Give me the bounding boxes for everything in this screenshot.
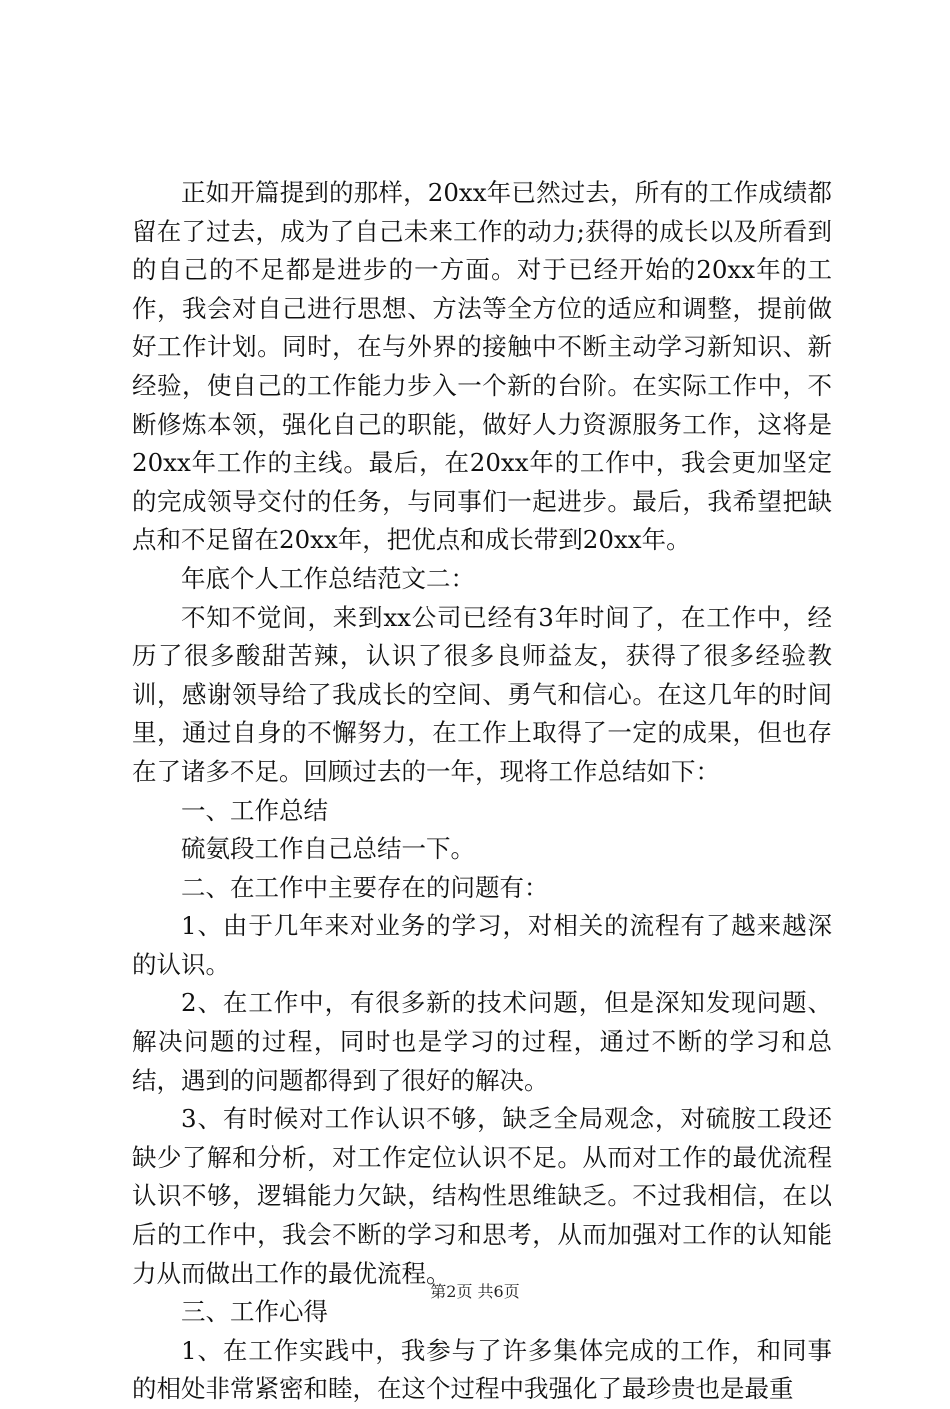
section-heading-sample-two: 年底个人工作总结范文二： <box>181 563 475 593</box>
page-footer: 第2页 共6页 <box>430 1282 520 1301</box>
list-item-problem-2: 2、在工作中，有很多新的技术问题，但是深知发现问题、解决问题的过程，同时也是学习的过程，通过不断的学习和总结，遇到的问题都得到了很好的解决。 <box>132 988 832 1095</box>
document-body <box>132 174 832 1409</box>
heading-problems: 二、在工作中主要存在的问题有： <box>181 872 549 902</box>
list-item-problem-1: 1、由于几年来对业务的学习，对相关的流程有了越来越深的认识。 <box>132 911 832 979</box>
list-item-experience-1: 1、在工作实践中，我参与了许多集体完成的工作，和同事的相处非常紧密和睦，在这个过程中我强化了最珍贵也是最重 <box>132 1335 832 1404</box>
heading-experience: 三、工作心得 <box>181 1297 328 1327</box>
paragraph-summary-line: 硫氨段工作自己总结一下。 <box>181 834 475 864</box>
heading-work-summary: 一、工作总结 <box>181 795 328 825</box>
paragraph-closing-summary: 正如开篇提到的那样，20xx年已然过去，所有的工作成绩都留在了过去，成为了自己未来工作的动力;获得的成长以及所看到的自己的不足都是进步的一方面。对于已经开始的20xx年的工作，我会对自己进行思想、方法等全方位的适应和调整，提前做好工作计划。同时，在与外界的接触中不断主动学习新知识、新经验，使自己的工作能力步入一个新的台阶。在实际工作中，不断修炼本领，强化自己的职能，做好人力资源服务工作，这将是20xx年工作的主线。最后，在20xx年的工作中，我会更加坚定的完成领导交付的任务，与同事们一起进步。最后，我希望把缺点和不足留在20xx年，把优点和成长带到20xx年。 <box>132 178 832 555</box>
list-item-problem-3: 3、有时候对工作认识不够，缺乏全局观念，对硫胺工段还缺少了解和分析，对工作定位认识不足。从而对工作的最优流程认识不够，逻辑能力欠缺，结构性思维缺乏。不过我相信，在以后的工作中，我会不断的学习和思考，从而加强对工作的认知能力从而做出工作的最优流程。 <box>132 1104 832 1288</box>
paragraph-intro: 不知不觉间，来到xx公司已经有3年时间了，在工作中，经历了很多酸甜苦辣，认识了很多良师益友，获得了很多经验教训，感谢领导给了我成长的空间、勇气和信心。在这几年的时间里，通过自身的不懈努力，在工作上取得了一定的成果，但也存在了诸多不足。回顾过去的一年，现将工作总结如下： <box>132 602 832 786</box>
